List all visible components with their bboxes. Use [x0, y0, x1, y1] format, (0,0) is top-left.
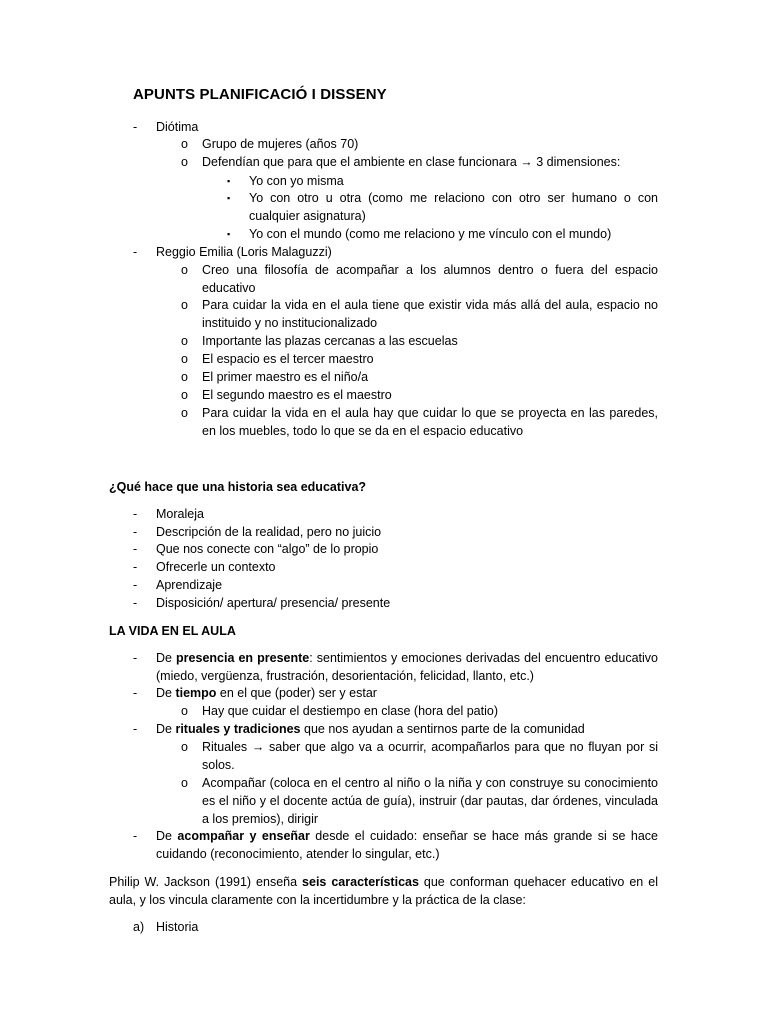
square-bullet: ▪ — [227, 193, 231, 203]
dash-bullet: - — [133, 829, 138, 843]
dash-bullet: - — [133, 686, 138, 700]
square-bullet: ▪ — [227, 229, 231, 239]
list-item: Ofrecerle un contexto — [156, 560, 276, 574]
list-subsubitem: Yo con el mundo (como me relaciono y me vínculo con el mundo) — [249, 227, 612, 241]
list-item-diotima: Diótima — [156, 120, 199, 134]
list-subsubitem: Yo con otro u otra (como me relaciono con otro ser humano o con cualquier asignatura) — [249, 191, 658, 223]
dash-bullet: - — [133, 722, 138, 736]
list-subitem: Para cuidar la vida en el aula tiene que existir vida más allá del aula, espacio no instituido y no institucionalizado — [202, 298, 658, 330]
dash-bullet: - — [133, 560, 138, 574]
list-subitem: Grupo de mujeres (años 70) — [202, 137, 359, 151]
dash-bullet: - — [133, 578, 138, 592]
letter-marker: a) — [133, 920, 145, 934]
list-subitem: El espacio es el tercer maestro — [202, 352, 374, 366]
circle-bullet: o — [181, 334, 188, 348]
dash-bullet: - — [133, 596, 138, 610]
circle-bullet: o — [181, 388, 188, 402]
circle-bullet: o — [181, 155, 188, 169]
list-item-rituales: De rituales y tradiciones que nos ayudan a sentirnos parte de la comunidad — [156, 722, 585, 736]
list-subitem: Hay que cuidar el destiempo en clase (hora del patio) — [202, 704, 499, 718]
list-subitem: Importante las plazas cercanas a las escuelas — [202, 334, 458, 348]
list-item: Aprendizaje — [156, 578, 223, 592]
list-item: Que nos conecte con “algo” de lo propio — [156, 542, 379, 556]
section-heading-vida: LA VIDA EN EL AULA — [109, 624, 236, 638]
circle-bullet: o — [181, 406, 188, 420]
jackson-paragraph: Philip W. Jackson (1991) enseña seis características que conforman quehacer educativo en el aula, y los vincula claramente con la incertidumbre y la práctica de la clase: — [109, 875, 658, 907]
circle-bullet: o — [181, 352, 188, 366]
list-item: Disposición/ apertura/ presencia/ presente — [156, 596, 391, 610]
page-title: APUNTS PLANIFICACIÓ I DISSENY — [133, 86, 387, 103]
dash-bullet: - — [133, 245, 138, 259]
list-subitem: El segundo maestro es el maestro — [202, 388, 392, 402]
list-subitem: El primer maestro es el niño/a — [202, 370, 369, 384]
list-item-presencia: De presencia en presente: sentimientos y emociones derivadas del encuentro educativo (miedo, vergüenza, frustración, desorientación, felicidad, llanto, etc.) — [156, 651, 658, 683]
list-item: Descripción de la realidad, pero no juicio — [156, 525, 382, 539]
dash-bullet: - — [133, 120, 138, 134]
circle-bullet: o — [181, 263, 188, 277]
list-subitem: Rituales → saber que algo va a ocurrir, acompañarlos para que no fluyan por si solos. — [202, 740, 658, 772]
dash-bullet: - — [133, 525, 138, 539]
circle-bullet: o — [181, 704, 188, 718]
list-subitem: Defendían que para que el ambiente en clase funcionara → 3 dimensiones: — [202, 155, 621, 169]
circle-bullet: o — [181, 370, 188, 384]
list-item-acompanar: De acompañar y enseñar desde el cuidado: enseñar se hace más grande si se hace cuidando (reconocimiento, atender lo singular, etc.) — [156, 829, 658, 861]
list-subitem: Creo una filosofía de acompañar a los alumnos dentro o fuera del espacio educativo — [202, 263, 658, 295]
list-subitem: Para cuidar la vida en el aula hay que cuidar lo que se proyecta en las paredes, en los muebles, todo lo que se da en el espacio educativo — [202, 406, 658, 438]
list-subsubitem: Yo con yo misma — [249, 174, 344, 188]
circle-bullet: o — [181, 137, 188, 151]
dash-bullet: - — [133, 651, 138, 665]
list-item-tiempo: De tiempo en el que (poder) ser y estar — [156, 686, 377, 700]
circle-bullet: o — [181, 776, 188, 790]
circle-bullet: o — [181, 298, 188, 312]
dash-bullet: - — [133, 542, 138, 556]
square-bullet: ▪ — [227, 176, 231, 186]
list-item-reggio: Reggio Emilia (Loris Malaguzzi) — [156, 245, 332, 259]
section-heading-question: ¿Qué hace que una historia sea educativa? — [109, 480, 367, 494]
circle-bullet: o — [181, 740, 188, 754]
dash-bullet: - — [133, 507, 138, 521]
lettered-item: Historia — [156, 920, 199, 934]
list-item: Moraleja — [156, 507, 204, 521]
list-subitem: Acompañar (coloca en el centro al niño o la niña y con construye su conocimiento es el niño y el docente actúa de guía), instruir (dar pautas, dar órdenes, vinculada a los premios), dirigir — [202, 776, 658, 826]
